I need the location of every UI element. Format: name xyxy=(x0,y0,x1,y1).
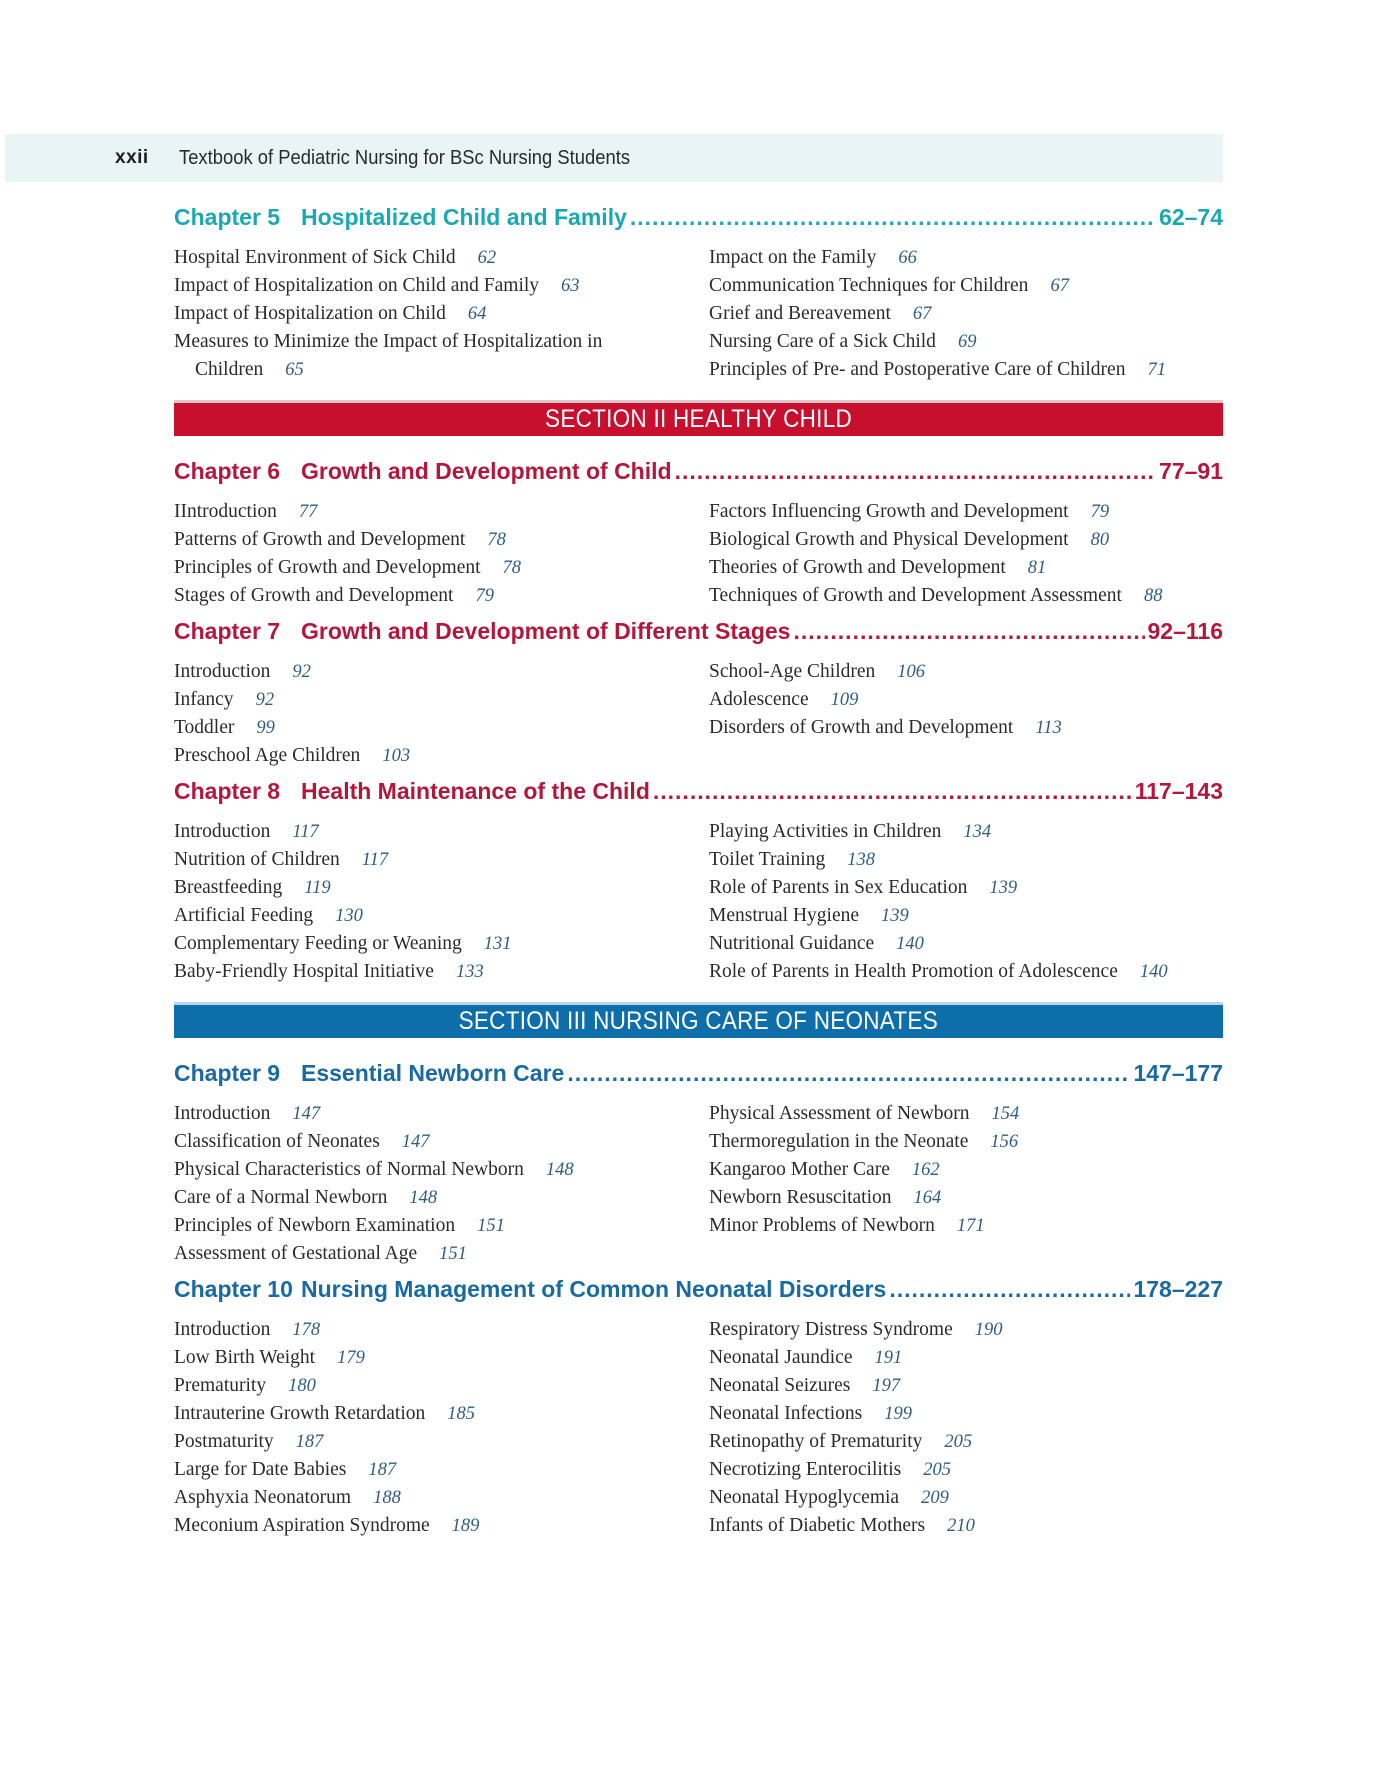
topic-page: 106 xyxy=(897,662,926,682)
chapter-heading[interactable] xyxy=(174,618,1223,654)
topic-page: 162 xyxy=(911,1160,940,1180)
topic-page: 187 xyxy=(295,1432,324,1452)
topic-entry[interactable] xyxy=(174,328,635,384)
topic-page: 67 xyxy=(912,304,932,324)
topic-title: Hospital Environment of Sick Child xyxy=(174,247,456,268)
topic-entry[interactable] xyxy=(709,1400,1223,1428)
chapter-page-range: 62–74 xyxy=(1159,204,1223,230)
topic-page: 109 xyxy=(830,690,859,710)
topic-page: 69 xyxy=(957,332,977,352)
topic-title: Neonatal Hypoglycemia xyxy=(709,1487,900,1508)
topic-entry[interactable] xyxy=(174,498,709,526)
topic-entry[interactable] xyxy=(709,582,1223,610)
topic-page: 65 xyxy=(285,360,304,380)
chapter-number: Chapter 7 xyxy=(174,618,281,644)
topic-page: 64 xyxy=(467,304,487,324)
topic-page: 171 xyxy=(956,1216,985,1236)
topic-page: 187 xyxy=(368,1460,397,1480)
topic-title: Grief and Bereavement xyxy=(709,303,891,324)
dot-leader xyxy=(653,778,1132,805)
topic-page: 139 xyxy=(989,878,1018,898)
topic-entry[interactable] xyxy=(709,874,1223,902)
topic-page: 63 xyxy=(561,276,580,296)
topic-page: 79 xyxy=(1090,502,1110,522)
topic-entry[interactable] xyxy=(709,1344,1223,1372)
topic-title: Introduction xyxy=(174,1319,271,1340)
topic-entry[interactable] xyxy=(709,846,1223,874)
topic-entry[interactable] xyxy=(174,874,709,902)
topic-entry[interactable] xyxy=(709,244,1223,272)
chapter-title: Hospitalized Child and Family xyxy=(301,204,627,230)
chapter-page-range: 92–116 xyxy=(1147,618,1223,644)
topic-title: Principles of Pre- and Postoperative Care of Children xyxy=(709,359,1126,380)
topic-title: Introduction xyxy=(174,821,271,842)
topic-page: 139 xyxy=(881,906,909,926)
section-3-banner xyxy=(174,1002,1223,1038)
topic-page: 151 xyxy=(477,1216,505,1236)
topic-page: 148 xyxy=(409,1188,438,1208)
topic-entry[interactable] xyxy=(174,582,709,610)
topic-title: Respiratory Distress Syndrome xyxy=(709,1319,953,1340)
topic-title: Techniques of Growth and Development Assessment xyxy=(709,585,1122,606)
topic-column-left xyxy=(174,658,709,770)
topic-page: 134 xyxy=(963,822,992,842)
dot-leader xyxy=(675,458,1156,485)
topic-title: Newborn Resuscitation xyxy=(709,1187,892,1208)
topic-column-right xyxy=(709,658,1223,770)
topic-page: 81 xyxy=(1027,558,1047,578)
topic-page: 209 xyxy=(921,1488,949,1508)
topic-title: Stages of Growth and Development xyxy=(174,585,454,606)
topic-column-left xyxy=(174,244,709,384)
topic-title: Minor Problems of Newborn xyxy=(709,1215,935,1236)
chapter-number: Chapter 9 xyxy=(174,1060,281,1086)
topic-title: Adolescence xyxy=(709,689,809,710)
topic-page: 119 xyxy=(304,878,331,898)
topic-entry[interactable] xyxy=(709,902,1223,930)
topic-entry[interactable] xyxy=(174,686,709,714)
topic-column-left xyxy=(174,1316,709,1540)
topic-entry[interactable] xyxy=(174,714,709,742)
topic-page: 92 xyxy=(255,690,275,710)
topic-title: Menstrual Hygiene xyxy=(709,905,860,926)
chapter-page-range: 147–177 xyxy=(1133,1060,1223,1086)
topic-title: Assessment of Gestational Age xyxy=(174,1243,418,1264)
topic-title: Artificial Feeding xyxy=(174,905,314,926)
topic-title: Impact of Hospitalization on Child and Family xyxy=(174,275,540,296)
topic-page: 140 xyxy=(1139,962,1168,982)
topic-page: 147 xyxy=(292,1104,321,1124)
topic-title: School-Age Children xyxy=(709,661,876,682)
chapter-heading[interactable] xyxy=(174,204,1223,240)
topic-entry[interactable] xyxy=(709,1372,1223,1400)
topic-page: 179 xyxy=(337,1348,365,1368)
topic-title: Low Birth Weight xyxy=(174,1347,316,1368)
topic-entry[interactable] xyxy=(709,658,1223,686)
topic-title: Intrauterine Growth Retardation xyxy=(174,1403,426,1424)
topic-title: Baby-Friendly Hospital Initiative xyxy=(174,961,434,982)
topic-page: 190 xyxy=(974,1320,1003,1340)
topic-page: 138 xyxy=(847,850,875,870)
topic-entry[interactable] xyxy=(174,1184,709,1212)
chapter-7 xyxy=(174,618,1223,770)
topic-title: Physical Assessment of Newborn xyxy=(709,1103,970,1124)
topic-title: Patterns of Growth and Development xyxy=(174,529,466,550)
topic-page: 154 xyxy=(991,1104,1020,1124)
topic-entry[interactable] xyxy=(709,1428,1223,1456)
topic-page: 79 xyxy=(475,586,494,606)
topic-page: 103 xyxy=(382,746,411,766)
topic-title: Impact of Hospitalization on Child xyxy=(174,303,446,324)
topic-entry[interactable] xyxy=(174,1156,709,1184)
topic-title: Preschool Age Children xyxy=(174,745,361,766)
topic-entry[interactable] xyxy=(709,930,1223,958)
page-number: xxii xyxy=(115,147,149,168)
topic-entry[interactable] xyxy=(709,1484,1223,1512)
topic-title: Asphyxia Neonatorum xyxy=(174,1487,352,1508)
topic-list xyxy=(174,498,1223,610)
chapter-number: Chapter 8 xyxy=(174,778,281,804)
topic-title: Factors Influencing Growth and Development xyxy=(709,501,1069,522)
topic-page: 199 xyxy=(884,1404,912,1424)
book-title: Textbook of Pediatric Nursing for BSc Nursing Students xyxy=(179,146,631,169)
topic-page: 180 xyxy=(288,1376,316,1396)
chapter-page-range: 178–227 xyxy=(1133,1276,1223,1302)
chapter-heading[interactable] xyxy=(174,458,1223,494)
topic-title: Disorders of Growth and Development xyxy=(709,717,1014,738)
section-title: SECTION III NURSING CARE OF NEONATES xyxy=(458,1007,939,1035)
topic-page: 113 xyxy=(1035,718,1062,738)
dot-leader xyxy=(889,1276,1130,1303)
topic-title: Thermoregulation in the Neonate xyxy=(709,1131,969,1152)
topic-page: 80 xyxy=(1090,530,1110,550)
topic-column-right xyxy=(709,818,1223,986)
chapter-title: Health Maintenance of the Child xyxy=(301,778,650,804)
chapter-10 xyxy=(174,1276,1223,1540)
topic-page: 185 xyxy=(447,1404,475,1424)
topic-title: Breastfeeding xyxy=(174,877,283,898)
chapter-9 xyxy=(174,1060,1223,1268)
topic-list xyxy=(174,1316,1223,1540)
chapter-number: Chapter 10 xyxy=(174,1276,293,1302)
topic-title: Physical Characteristics of Normal Newborn xyxy=(174,1159,524,1180)
topic-entry[interactable] xyxy=(174,1456,709,1484)
topic-entry[interactable] xyxy=(174,1400,709,1428)
topic-page: 71 xyxy=(1147,360,1166,380)
topic-title: Nutrition of Children xyxy=(174,849,340,870)
topic-title: Nursing Care of a Sick Child xyxy=(709,331,936,352)
topic-title: Neonatal Jaundice xyxy=(709,1347,853,1368)
topic-title: Postmaturity xyxy=(174,1431,274,1452)
chapter-title: Growth and Development of Different Stages xyxy=(301,618,791,644)
topic-title: Theories of Growth and Development xyxy=(709,557,1006,578)
topic-page: 164 xyxy=(913,1188,942,1208)
topic-title: Classification of Neonates xyxy=(174,1131,380,1152)
topic-title: Nutritional Guidance xyxy=(709,933,875,954)
topic-column-left xyxy=(174,818,709,986)
topic-page: 99 xyxy=(256,718,275,738)
topic-title: Role of Parents in Sex Education xyxy=(709,877,968,898)
topic-entry[interactable] xyxy=(174,846,709,874)
topic-page: 197 xyxy=(872,1376,901,1396)
topic-entry[interactable] xyxy=(174,1484,709,1512)
topic-page: 62 xyxy=(477,248,497,268)
topic-list xyxy=(174,244,1223,384)
topic-entry[interactable] xyxy=(174,742,709,770)
chapter-title: Nursing Management of Common Neonatal Disorders xyxy=(301,1276,887,1302)
topic-title: Prematurity xyxy=(174,1375,267,1396)
topic-title: Toddler xyxy=(174,717,235,738)
topic-title: Neonatal Seizures xyxy=(709,1375,851,1396)
chapter-page-range: 117–143 xyxy=(1134,778,1223,804)
topic-title: Necrotizing Enterocilitis xyxy=(709,1459,902,1480)
topic-entry[interactable] xyxy=(174,1240,709,1268)
topic-title: Introduction xyxy=(174,661,271,682)
chapter-heading[interactable] xyxy=(174,778,1223,814)
topic-entry[interactable] xyxy=(709,300,1223,328)
topic-entry[interactable] xyxy=(174,930,709,958)
topic-title: Playing Activities in Children xyxy=(709,821,942,842)
topic-page: 189 xyxy=(451,1516,480,1536)
topic-page: 88 xyxy=(1143,586,1163,606)
topic-entry[interactable] xyxy=(174,1100,709,1128)
chapter-title: Essential Newborn Care xyxy=(301,1060,565,1086)
topic-entry[interactable] xyxy=(174,1128,709,1156)
chapter-8 xyxy=(174,778,1223,986)
topic-page: 210 xyxy=(947,1516,975,1536)
topic-entry[interactable] xyxy=(709,714,1223,742)
topic-page: 77 xyxy=(298,502,318,522)
topic-title: Retinopathy of Prematurity xyxy=(709,1431,923,1452)
topic-title: Neonatal Infections xyxy=(709,1403,863,1424)
topic-page: 67 xyxy=(1050,276,1069,296)
dot-leader xyxy=(567,1060,1130,1087)
topic-page: 188 xyxy=(373,1488,401,1508)
topic-entry[interactable] xyxy=(174,1428,709,1456)
topic-page: 117 xyxy=(361,850,389,870)
topic-title: Complementary Feeding or Weaning xyxy=(174,933,462,954)
topic-entry[interactable] xyxy=(709,1128,1223,1156)
topic-entry[interactable] xyxy=(174,554,709,582)
chapter-number: Chapter 6 xyxy=(174,458,281,484)
topic-entry[interactable] xyxy=(174,1344,709,1372)
topic-title: Impact on the Family xyxy=(709,247,877,268)
topic-column-right xyxy=(709,1100,1223,1268)
topic-page: 130 xyxy=(335,906,363,926)
topic-entry[interactable] xyxy=(174,902,709,930)
chapter-heading[interactable] xyxy=(174,1276,1223,1312)
topic-entry[interactable] xyxy=(709,526,1223,554)
topic-entry[interactable] xyxy=(174,1212,709,1240)
topic-title: Infancy xyxy=(174,689,234,710)
running-head xyxy=(5,134,1223,182)
topic-title: Principles of Growth and Development xyxy=(174,557,481,578)
topic-list xyxy=(174,818,1223,986)
topic-title: Introduction xyxy=(174,1103,271,1124)
topic-page: 148 xyxy=(545,1160,574,1180)
topic-page: 147 xyxy=(401,1132,430,1152)
topic-entry[interactable] xyxy=(709,1456,1223,1484)
chapter-6 xyxy=(174,458,1223,610)
topic-entry[interactable] xyxy=(174,658,709,686)
topic-title: Communication Techniques for Children xyxy=(709,275,1029,296)
topic-entry[interactable] xyxy=(174,1316,709,1344)
dot-leader xyxy=(793,618,1144,645)
chapter-title: Growth and Development of Child xyxy=(301,458,672,484)
topic-entry[interactable] xyxy=(709,1512,1223,1540)
topic-title: IIntroduction xyxy=(174,501,277,522)
topic-entry[interactable] xyxy=(174,300,709,328)
topic-title: Large for Date Babies xyxy=(174,1459,347,1480)
section-2-banner xyxy=(174,400,1223,436)
topic-title: Measures to Minimize the Impact of Hospitalization in Children xyxy=(174,331,603,380)
topic-page: 140 xyxy=(896,934,924,954)
topic-entry[interactable] xyxy=(174,958,709,986)
topic-page: 66 xyxy=(898,248,917,268)
topic-entry[interactable] xyxy=(709,272,1223,300)
topic-entry[interactable] xyxy=(709,554,1223,582)
topic-list xyxy=(174,1100,1223,1268)
dot-leader xyxy=(630,204,1156,231)
topic-page: 205 xyxy=(923,1460,951,1480)
section-title: SECTION II HEALTHY CHILD xyxy=(545,405,852,433)
topic-page: 191 xyxy=(874,1348,903,1368)
topic-column-right xyxy=(709,498,1223,610)
topic-title: Kangaroo Mother Care xyxy=(709,1159,890,1180)
chapter-number: Chapter 5 xyxy=(174,204,281,230)
topic-entry[interactable] xyxy=(709,1156,1223,1184)
topic-page: 92 xyxy=(292,662,311,682)
topic-entry[interactable] xyxy=(174,818,709,846)
topic-title: Role of Parents in Health Promotion of Adolescence xyxy=(709,961,1118,982)
topic-column-left xyxy=(174,1100,709,1268)
topic-entry[interactable] xyxy=(709,818,1223,846)
topic-entry[interactable] xyxy=(174,1512,709,1540)
topic-entry[interactable] xyxy=(174,1372,709,1400)
topic-column-right xyxy=(709,244,1223,384)
topic-page: 205 xyxy=(944,1432,973,1452)
topic-page: 131 xyxy=(483,934,512,954)
topic-entry[interactable] xyxy=(709,958,1223,986)
topic-list xyxy=(174,658,1223,770)
topic-title: Biological Growth and Physical Development xyxy=(709,529,1069,550)
topic-entry[interactable] xyxy=(709,328,1223,356)
topic-title: Toilet Training xyxy=(709,849,826,870)
topic-column-left xyxy=(174,498,709,610)
topic-entry[interactable] xyxy=(709,1212,1223,1240)
topic-entry[interactable] xyxy=(709,686,1223,714)
topic-entry[interactable] xyxy=(709,498,1223,526)
topic-page: 156 xyxy=(990,1132,1019,1152)
topic-entry[interactable] xyxy=(709,356,1223,384)
chapter-page-range: 77–91 xyxy=(1159,458,1223,484)
topic-entry[interactable] xyxy=(174,272,709,300)
topic-column-right xyxy=(709,1316,1223,1540)
topic-page: 133 xyxy=(455,962,484,982)
topic-page: 117 xyxy=(292,822,319,842)
topic-title: Care of a Normal Newborn xyxy=(174,1187,388,1208)
table-of-contents xyxy=(174,204,1223,1548)
topic-title: Meconium Aspiration Syndrome xyxy=(174,1515,430,1536)
topic-entry[interactable] xyxy=(709,1100,1223,1128)
topic-entry[interactable] xyxy=(709,1316,1223,1344)
chapter-5 xyxy=(174,204,1223,384)
topic-entry[interactable] xyxy=(709,1184,1223,1212)
topic-page: 78 xyxy=(502,558,522,578)
topic-title: Principles of Newborn Examination xyxy=(174,1215,456,1236)
topic-entry[interactable] xyxy=(174,526,709,554)
chapter-heading[interactable] xyxy=(174,1060,1223,1096)
topic-page: 78 xyxy=(487,530,506,550)
topic-page: 151 xyxy=(439,1244,467,1264)
topic-title: Infants of Diabetic Mothers xyxy=(709,1515,926,1536)
topic-entry[interactable] xyxy=(174,244,709,272)
topic-page: 178 xyxy=(292,1320,321,1340)
